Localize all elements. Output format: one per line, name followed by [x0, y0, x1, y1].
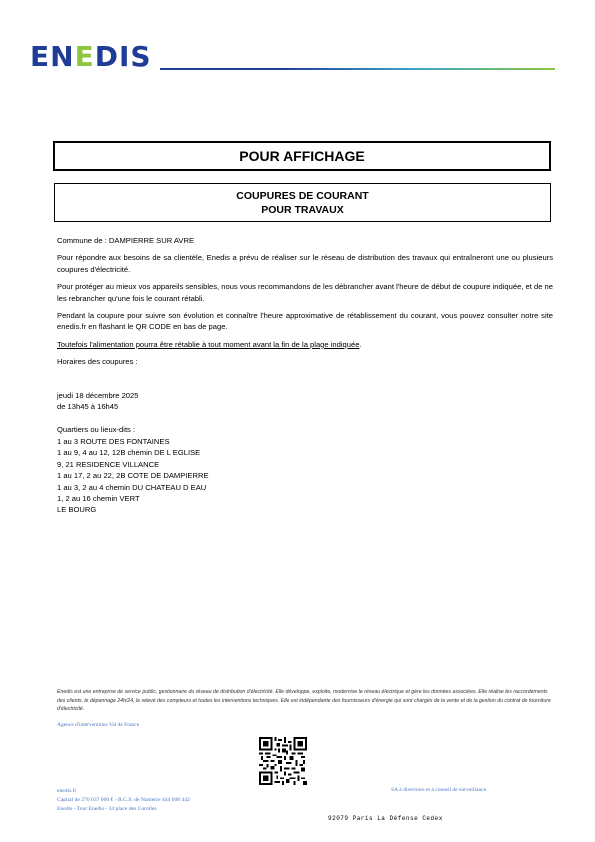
- paragraph-2: Pour protéger au mieux vos appareils sensibles, nous vous recommandons de les débrancher avant l'heure de début de coupure indiquée, et de ne les rebrancher qu'une fois le courant rétabli.: [57, 282, 553, 303]
- commune: Commune de : DAMPIERRE SUR AVRE: [57, 236, 195, 245]
- agency-name: Agence d'interventions Val de France: [57, 722, 140, 728]
- quartiers-label: Quartiers ou lieux-dits :: [57, 425, 136, 435]
- list-item: 1 au 9, 4 au 12, 12B chemin DE L EGLISE: [57, 448, 201, 458]
- outage-time: de 13h45 à 16h45: [57, 402, 119, 412]
- logo-divider: [160, 68, 555, 70]
- paragraph-3: Pendant la coupure pour suivre son évolution et connaître l'heure approximative de rétablissement du courant, vous pouvez consulter notre site enedis.fr en flashant le QR CODE en bas de page.: [57, 311, 553, 332]
- capital-info: Capital de 270 037 000 € - R.C.S. de Nanterre 444 608 442: [57, 797, 190, 803]
- list-item: 1 au 17, 2 au 22, 2B COTE DE DAMPIERRE: [57, 471, 209, 481]
- postal-address: 92079 Paris La Défense Cedex: [328, 815, 443, 822]
- horaires-label: Horaires des coupures :: [57, 357, 138, 367]
- notice-body: [57, 235, 553, 516]
- subtitle-line-2: POUR TRAVAUX: [261, 203, 344, 216]
- list-item: 1 au 3, 2 au 4 chemin DU CHATEAU D EAU: [57, 482, 207, 492]
- outage-date: jeudi 18 décembre 2025: [57, 390, 139, 400]
- notice-subtitle: [54, 183, 551, 222]
- list-item: 1 au 3 ROUTE DES FONTAINES: [57, 436, 170, 446]
- list-item: 1, 2 au 16 chemin VERT: [57, 493, 140, 503]
- paragraph-1: Pour répondre aux besoins de sa clientèle, Enedis a prévu de réaliser sur le réseau de distribution des travaux qui entraîneront une ou plusieurs coupures d'électricité.: [57, 253, 553, 274]
- paragraph-4: Toutefois l'alimentation pourra être rétablie à tout moment avant la fin de la plage indiquée.: [57, 339, 362, 349]
- page-title: POUR AFFICHAGE: [53, 141, 551, 171]
- company-form: SA à directoire et à conseil de surveillance: [391, 787, 487, 793]
- list-item: LE BOURG: [57, 505, 97, 515]
- site-link[interactable]: enedis.fr: [57, 788, 77, 794]
- restoration-warning: Toutefois l'alimentation pourra être rétablie à tout moment avant la fin de la plage indiquée: [57, 339, 360, 349]
- subtitle-line-1: COUPURES DE COURANT: [236, 189, 369, 202]
- qr-code[interactable]: [259, 737, 307, 785]
- footer-company-info: [57, 787, 190, 814]
- list-item: 9, 21 RESIDENCE VILLANCE: [57, 459, 160, 469]
- enedis-logo: ENEDIS: [30, 40, 152, 73]
- legal-notice: Enedis est une entreprise de service public, gestionnaire du réseau de distribution d'électricité. Elle développe, exploite, modernise le réseau électrique et gère les données associées. Elle réalise les raccordements des clients, le dépannage 24h/24, le relevé des compteurs et toutes les interventions techniques. Elle est indépendante des fournisseurs d'énergie qui sont chargés de la vente et de la gestion du contrat de fourniture d'électricité.: [57, 689, 551, 712]
- headquarters: Enedis - Tour Enedis - 34 place des Corolles: [57, 806, 157, 812]
